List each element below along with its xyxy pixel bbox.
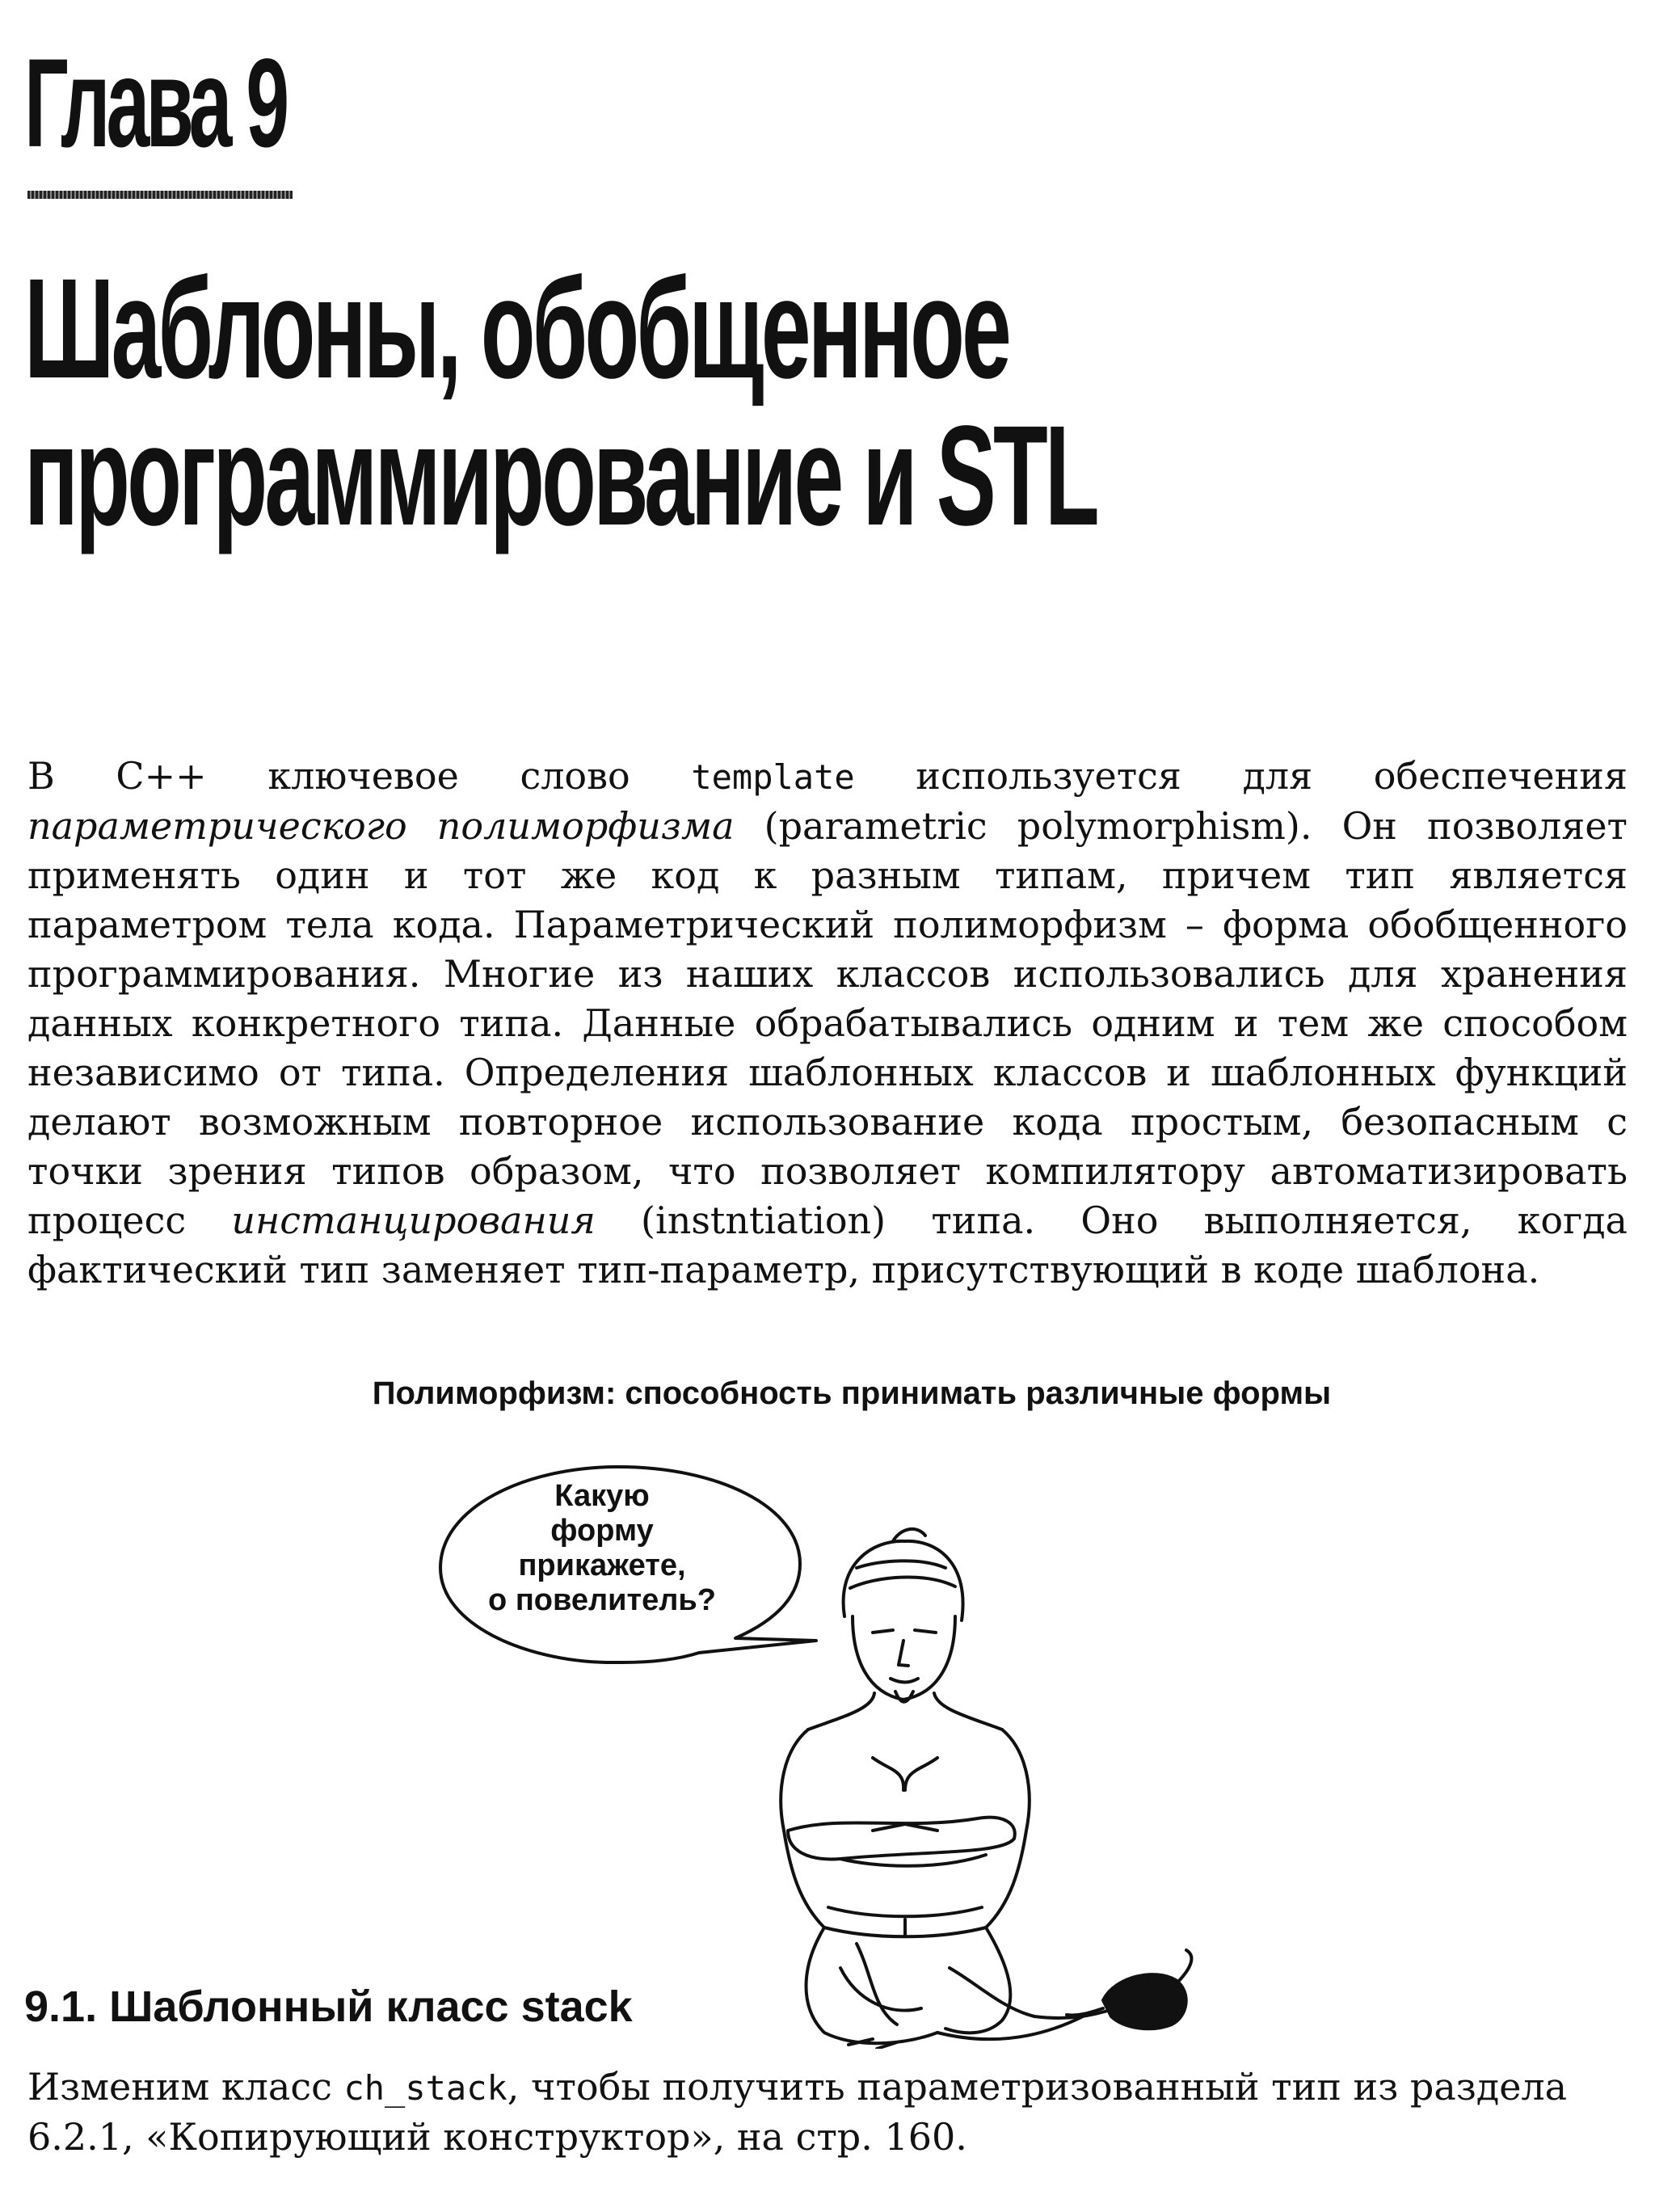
intro-text-1: В C++ ключевое слово bbox=[27, 754, 692, 798]
section-text-2: , чтобы получить параметризованный тип из раздела 6.2.1, «Копирующий конструктор», на стр. 160. bbox=[27, 2065, 1568, 2159]
bubble-line: о повелитель? bbox=[488, 1583, 716, 1617]
speech-bubble-text bbox=[453, 1479, 752, 1618]
intro-text-3: (parametric polymorphism). Он позволяет применять один и тот же код к разным типам, причем тип является параметром тела кода. Параметрический полиморфизм – форма обобщенного программирования. Многие из наших классов использовались для хранения данных конкретного типа. Данные обрабатывались одним и тем же способом независимо от типа. Определения шаблонных классов и шаблонных функций делают возможным повторное использование кода простым, безопасным с точки зрения типов образом, что позволяет компилятору автоматизировать процесс bbox=[27, 804, 1628, 1242]
chapter-title-line-1: Шаблоны, обобщенное bbox=[24, 250, 1009, 408]
term-instantiation: инстанцирования bbox=[231, 1199, 596, 1242]
ch-stack-class: ch_stack bbox=[343, 2068, 507, 2108]
intro-text-4: (instntiation) типа. Оно выполняется, когда фактический тип заменяет тип-параметр, присутствующий в коде шаблона. bbox=[27, 1199, 1628, 1291]
lamp bbox=[1103, 1974, 1186, 2029]
chapter-rule bbox=[27, 191, 293, 199]
genie-torso bbox=[781, 1730, 1030, 1928]
section-heading: 9.1. Шаблонный класс stack bbox=[24, 1982, 633, 2031]
bubble-line: Какую bbox=[554, 1479, 650, 1513]
bubble-line: прикажете, bbox=[518, 1548, 686, 1582]
section-text-1: Изменим класс bbox=[27, 2065, 344, 2109]
genie-face bbox=[853, 1616, 955, 1700]
genie-smoke bbox=[806, 1928, 1011, 2043]
template-keyword: template bbox=[691, 757, 855, 797]
intro-text-2: используется для обеспечения bbox=[854, 754, 1628, 798]
section-paragraph bbox=[27, 2062, 1628, 2162]
intro-paragraph bbox=[27, 752, 1628, 1295]
figure-caption: Полиморфизм: способность принимать различные формы bbox=[372, 1376, 1332, 1411]
chapter-title bbox=[24, 250, 1097, 555]
term-parametric-polymorphism: параметрического полиморфизма bbox=[27, 804, 735, 848]
chapter-title-line-2: программирование и STL bbox=[24, 397, 1097, 555]
chapter-label: Глава 9 bbox=[24, 33, 286, 174]
bubble-line: форму bbox=[550, 1514, 654, 1548]
